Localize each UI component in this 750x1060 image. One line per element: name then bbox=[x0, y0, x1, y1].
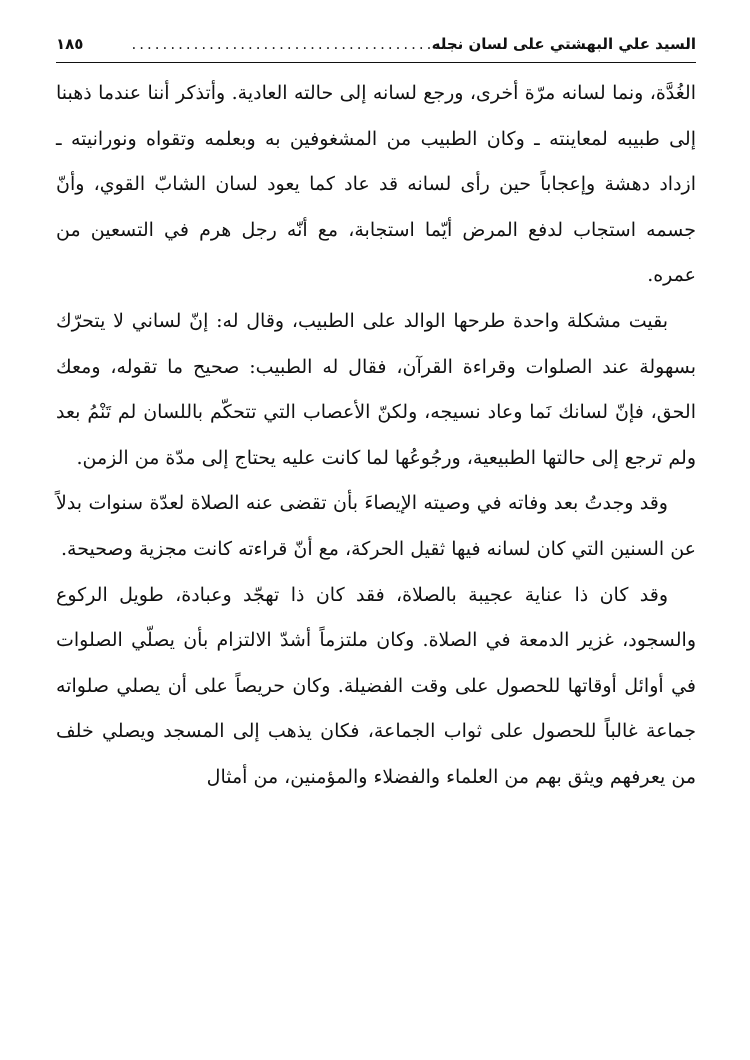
body-text bbox=[56, 71, 696, 801]
paragraph-2: بقيت مشكلة واحدة طرحها الوالد على الطبيب، وقال له: إنّ لساني لا يتحرّك بسهولة عند الصلوات وقراءة القرآن، فقال له الطبيب: صحيح ما تقوله، ومعك الحق، فإنّ لسانك نَما وعاد نسيجه، ولكنّ الأعصاب التي تتحكّم باللسان لم تَنْمُ بعد ولم ترجع إلى حالتها الطبيعية، ورجُوعُها لما كانت عليه يحتاج إلى مدّة من الزمن. bbox=[56, 309, 696, 469]
paragraph-3: وقد وجدتُ بعد وفاته في وصيته الإيصاءَ بأن تقضى عنه الصلاة لعدّة سنوات بدلاً عن السنين التي كان لسانه فيها ثقيل الحركة، مع أنّ قراءته كانت مجزية وصحيحة. bbox=[56, 492, 696, 560]
running-title: السيد علي البهشتي على لسان نجله bbox=[431, 35, 696, 53]
page-number: ١٨٥ bbox=[56, 35, 84, 53]
running-header bbox=[56, 28, 696, 63]
book-page bbox=[56, 28, 696, 1028]
leader-dots: ........................................... bbox=[131, 35, 466, 53]
paragraph-4: وقد كان ذا عناية عجيبة بالصلاة، فقد كان ذا تهجّد وعبادة، طويل الركوع والسجود، غزير الدمعة في الصلاة. وكان ملتزماً أشدّ الالتزام بأن يصلّي الصلوات في أوائل أوقاتها للحصول على وقت الفضيلة. وكان حريصاً على أن يصلي صلواته جماعة غالباً للحصول على ثواب الجماعة، فكان يذهب إلى المسجد ويصلي خلف من يعرفهم ويثق بهم من العلماء والفضلاء والمؤمنين، من أمثال bbox=[56, 583, 696, 788]
paragraph-1: الغُدَّة، ونما لسانه مرّة أخرى، ورجع لسانه إلى حالته العادية. وأتذكر أننا عندما ذهبنا إلى طبيبه لمعاينته ـ وكان الطبيب من المشغوفين به وبعلمه وتقواه ونورانيته ـ ازداد دهشة وإعجاباً حين رأى لسانه قد عاد كما يعود لسان الشابّ القوي، وأنّ جسمه استجاب لدفع المرض أيّما استجابة، مع أنّه رجل هرم في التسعين من عمره. bbox=[56, 82, 696, 287]
